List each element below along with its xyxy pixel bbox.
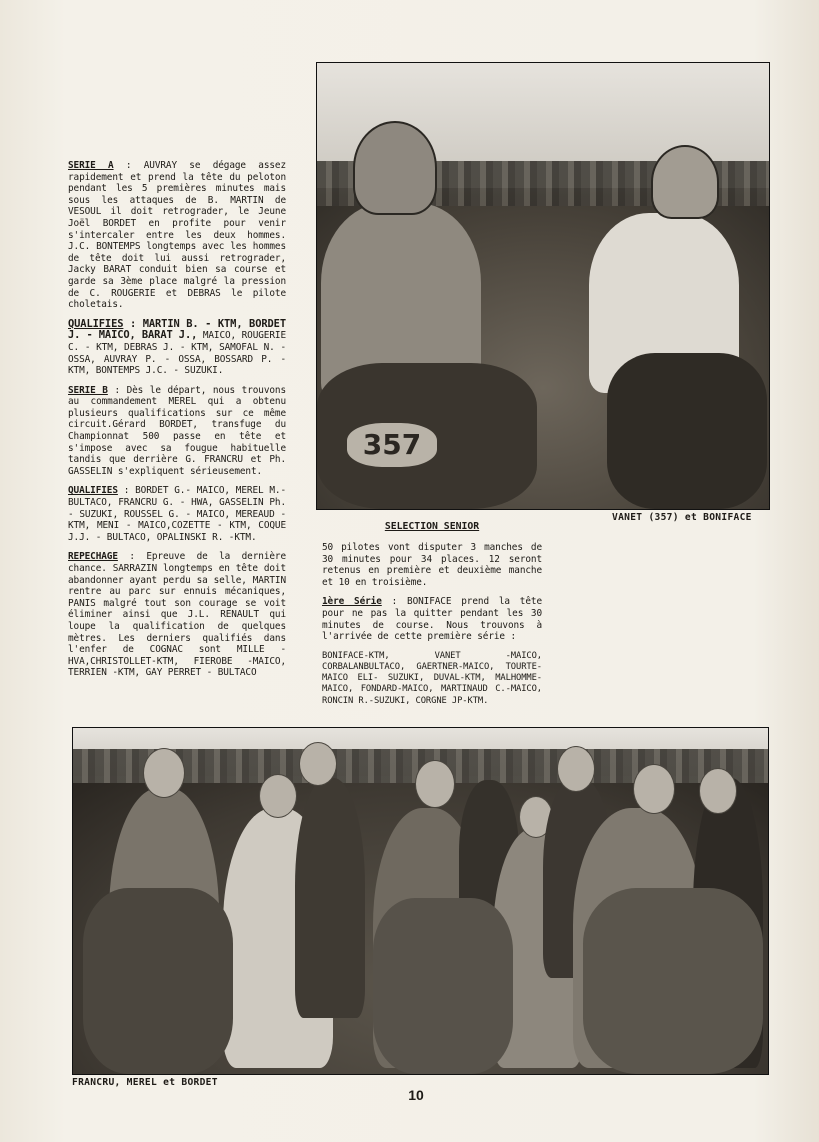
serie-a-paragraph — [68, 160, 286, 311]
qualifies-a-paragraph — [68, 319, 286, 377]
bike-right — [607, 353, 767, 509]
person-1-face — [143, 748, 185, 798]
number-plate-357: 357 — [347, 423, 437, 467]
serie-b-text: : Dès le départ, nous trouvons au commandement MEREL qui a obtenu plusieurs qualifications sur ce même circuit.Gérard BORDET, transfuge du Championnat 500 passe en tête et s'impose avec sa fougue habituelle tandis que derrière G. FRANCRU et Ph. GASSELIN s'expliquent sérieusement. — [68, 384, 286, 477]
photo-francru-merel-bordet — [72, 727, 769, 1075]
rider-left-helmet — [353, 121, 437, 215]
serie-b-paragraph — [68, 385, 286, 478]
repechage-paragraph — [68, 551, 286, 679]
left-column — [68, 160, 286, 687]
repechage-label: REPECHAGE — [68, 551, 118, 563]
repechage-text: : Epreuve de la dernière chance. SARRAZIN longtemps en tête doit abandonner ayant perdu sa selle, MARTIN rentre au parc sur ennuis mécaniques, PANIS malgré tout son courage se voit éliminer ainsi que J.L. RENAULT qui loupe la qualification de quelques mètres. Les derniers qualifiés dans l'enfer de COGNAC sont MILLE -HVA,CHRISTOLLET-KTM, FIEROBE -MAICO, TERRIEN -KTM, GAY PERRET - BULTACO — [68, 551, 286, 679]
person-2-face — [259, 774, 297, 818]
serie1-text: : BONIFACE prend la tête pour ne pas la quitter pendant les 30 minutes de course. Nous trouvons à l'arrivée de cette première série : — [322, 596, 542, 643]
rider-right-helmet — [651, 145, 719, 219]
person-8-face — [633, 764, 675, 814]
person-4-face — [415, 760, 455, 808]
person-3 — [295, 778, 365, 1018]
bike-1 — [83, 888, 233, 1074]
qualifies-b-label: QUALIFIES — [68, 485, 118, 497]
person-7-face — [557, 746, 595, 792]
selection-senior-intro: 50 pilotes vont disputer 3 manches de 30 minutes pour 34 places. 12 seront retenus en première et deuxième manche et 10 en troisième. — [322, 542, 542, 588]
middle-column — [322, 542, 542, 715]
serie-b-label: SERIE B — [68, 384, 108, 396]
bike-3 — [583, 888, 763, 1074]
qualifies-b-text: : BORDET G.- MAICO, MEREL M.- BULTACO, FRANCRU G. - HWA, GASSELIN Ph. - SUZUKI, ROUSSEL G. - MAICO, MEREAUD - KTM, MENI - MAICO,COZETTE - KTM, COQUE J.J. - BULTACO, OPALINSKI R. -KTM. — [68, 485, 286, 543]
selection-senior-heading: SELECTION SENIOR — [384, 521, 480, 532]
person-3-face — [299, 742, 337, 786]
photo-vanet-boniface — [316, 62, 770, 510]
caption-photo-top: VANET (357) et BONIFACE — [612, 512, 752, 523]
page-number: 10 — [408, 1087, 424, 1103]
serie1-results: BONIFACE-KTM, VANET -MAICO, CORBALANBULTACO, GAERTNER-MAICO, TOURTE-MAICO ELI- SUZUKI, DUVAL-KTM, MALHOMME-MAICO, FONDARD-MAICO, MARTINAUD C.-MAICO, RONCIN R.-SUZUKI, CORGNE JP-KTM. — [322, 650, 542, 706]
person-9-face — [699, 768, 737, 814]
serie-a-text: : AUVRAY se dégage assez rapidement et prend la tête du peloton pendant les 5 premières minutes mais sous les attaques de B. MARTIN de VESOUL il doit retrograder, le Jeune Joël BORDET en profite pour venir s'intercaler entre les deux hommes. J.C. BONTEMPS longtemps avec les hommes de tête doit lui aussi retrograder, Jacky BARAT conduit bien sa course et garde sa 3ème place malgré la pression de C. ROUGERIE et DEBRAS le pilote choletais. — [68, 160, 286, 311]
caption-photo-bottom: FRANCRU, MEREL et BORDET — [72, 1077, 218, 1088]
qualifies-a-bold: : MARTIN B. - KTM, BORDET J. - MAICO, BARAT J., — [68, 317, 286, 342]
serie1-paragraph — [322, 596, 542, 642]
serie-a-label: SERIE A — [68, 160, 114, 171]
serie1-label: 1ère Série — [322, 596, 382, 608]
bike-2 — [373, 898, 513, 1074]
qualifies-a-text: MAICO, ROUGERIE C. - KTM, DEBRAS J. - KTM, SAMOFAL N. - OSSA, AUVRAY P. - OSSA, BOSSARD P. - KTM, BONTEMPS J.C. - SUZUKI. — [68, 330, 286, 377]
qualifies-a-label: QUALIFIES — [68, 317, 124, 330]
qualifies-b-paragraph — [68, 485, 286, 543]
